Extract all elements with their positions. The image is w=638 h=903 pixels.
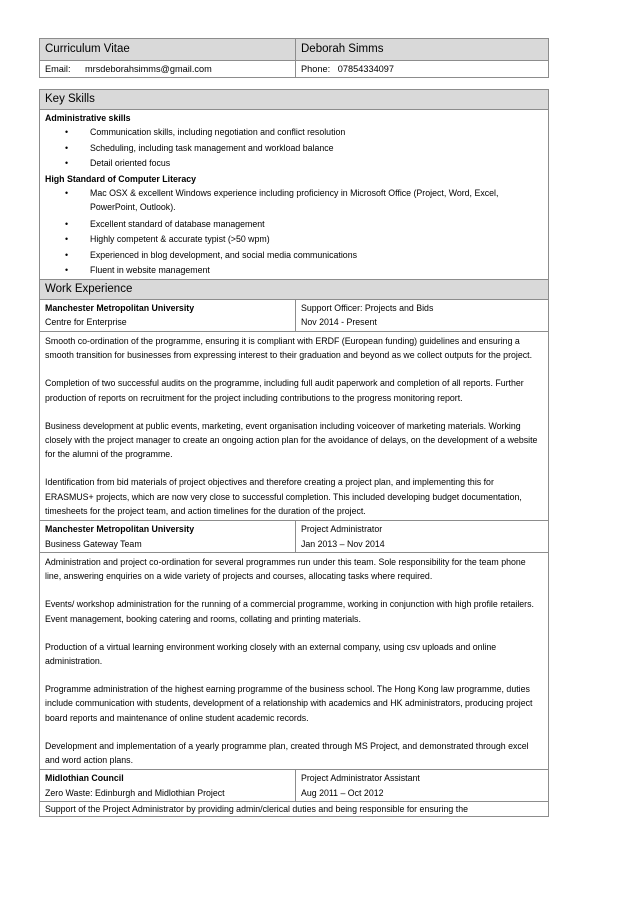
job-department: Zero Waste: Edinburgh and Midlothian Project — [45, 787, 225, 798]
skill-item: • Excellent standard of database management — [45, 217, 543, 233]
job-dates: Nov 2014 - Present — [301, 317, 377, 328]
job-role-cell — [296, 299, 549, 331]
job-paragraph: Production of a virtual learning environment working closely with an external company, using csv uploads and online administration. — [45, 641, 497, 667]
job-role: Support Officer: Projects and Bids — [301, 302, 434, 313]
job-description — [40, 331, 549, 520]
job-dates: Jan 2013 – Nov 2014 — [301, 538, 385, 549]
skill-group-heading: Administrative skills — [45, 113, 131, 123]
job-employer-cell — [40, 770, 296, 802]
job-dates: Aug 2011 – Oct 2012 — [301, 787, 384, 798]
key-skills-heading: Key Skills — [40, 90, 549, 110]
job-paragraph: Smooth co-ordination of the programme, ensuring it is compliant with ERDF (European funding) guidelines and ensuring a smooth transition for businesses from expressing interest to their graduation and beyond as we collect outputs for the project. — [45, 335, 533, 361]
job-description — [40, 553, 549, 770]
skill-item: • Mac OSX & excellent Windows experience including proficiency in Microsoft Office (Project, Word, Excel, PowerPoint, Outlook). — [45, 186, 543, 216]
key-skills-body — [40, 110, 549, 280]
job-employer: Manchester Metropolitan University — [45, 524, 195, 534]
job-description — [40, 802, 549, 817]
skill-item: • Fluent in website management — [45, 263, 543, 279]
job-employer: Manchester Metropolitan University — [45, 302, 195, 313]
email-cell — [40, 61, 296, 78]
email-value: mrsdeborahsimms@gmail.com — [85, 64, 212, 74]
job-role: Project Administrator Assistant — [301, 773, 420, 784]
candidate-name: Deborah Simms — [296, 39, 549, 61]
job-department: Business Gateway Team — [45, 538, 142, 549]
job-paragraph: Programme administration of the highest earning programme of the business school. The Hong Kong law programme, duties include communication with students, development of a relationship with academics and HK administrators, producing project board reports and maintenance of online student academic records. — [45, 684, 533, 723]
skill-item: • Detail oriented focus — [45, 156, 543, 172]
phone-cell — [296, 61, 549, 78]
cv-page — [39, 38, 548, 817]
job-paragraph: Identification from bid materials of project objectives and therefore creating a project plan, and implementing this for ERASMUS+ projects, which are now very close to successful completion. This included developing budget documentation, timesheets for the project team, and action timelines for the duration of the project. — [45, 477, 522, 516]
job-paragraph: Completion of two successful audits on the programme, including full audit paperwork and completion of all reports. Further production of reports on recruitment for the project including contributions to the progress monitoring report. — [45, 378, 524, 403]
job-paragraph: Administration and project co-ordination for several programmes run under this team. Sole responsibility for the team phone line, answering enquiries on a wide variety of projects and courses, allocating tasks where required. — [45, 557, 526, 582]
phone-value: 07854334097 — [337, 64, 395, 74]
job-role-cell — [296, 521, 549, 553]
job-employer-cell — [40, 521, 296, 553]
cv-title: Curriculum Vitae — [40, 39, 296, 61]
job-department: Centre for Enterprise — [45, 317, 127, 328]
job-role: Project Administrator — [301, 524, 383, 534]
job-employer: Midlothian Council — [45, 773, 124, 784]
cv-main-table — [39, 89, 549, 817]
cv-header-table — [39, 38, 549, 78]
email-label: Email: — [45, 64, 71, 74]
job-paragraph: Development and implementation of a yearly programme plan, created through MS Project, and demonstrated through excel and word action plans. — [45, 740, 529, 766]
section-gap — [39, 78, 548, 89]
skill-list — [45, 186, 543, 279]
skill-item: • Communication skills, including negotiation and conflict resolution — [45, 125, 543, 141]
job-employer-cell — [40, 299, 296, 331]
skill-list — [45, 125, 543, 172]
job-role-cell — [296, 770, 549, 802]
skill-item: • Experienced in blog development, and social media communications — [45, 248, 543, 264]
work-experience-heading: Work Experience — [40, 279, 549, 299]
skill-group-heading: High Standard of Computer Literacy — [45, 173, 197, 184]
phone-label: Phone: — [301, 64, 331, 74]
job-paragraph: Events/ workshop administration for the running of a commercial programme, working in conjunction with high profile retailers. Event management, booking catering and rooms, collating and printing materials. — [45, 599, 534, 624]
skill-item: • Highly competent & accurate typist (>50 wpm) — [45, 232, 543, 248]
job-paragraph: Business development at public events, marketing, event organisation including voiceover of marketing materials. Working closely with the project manager to create an ongoing action plan for the avoidance of delays, on the development of a website for the alumni of the programme. — [45, 420, 538, 460]
skill-item: • Scheduling, including task management and workload balance — [45, 141, 543, 157]
job-paragraph: Support of the Project Administrator by providing admin/clerical duties and being responsible for ensuring the — [45, 804, 468, 815]
